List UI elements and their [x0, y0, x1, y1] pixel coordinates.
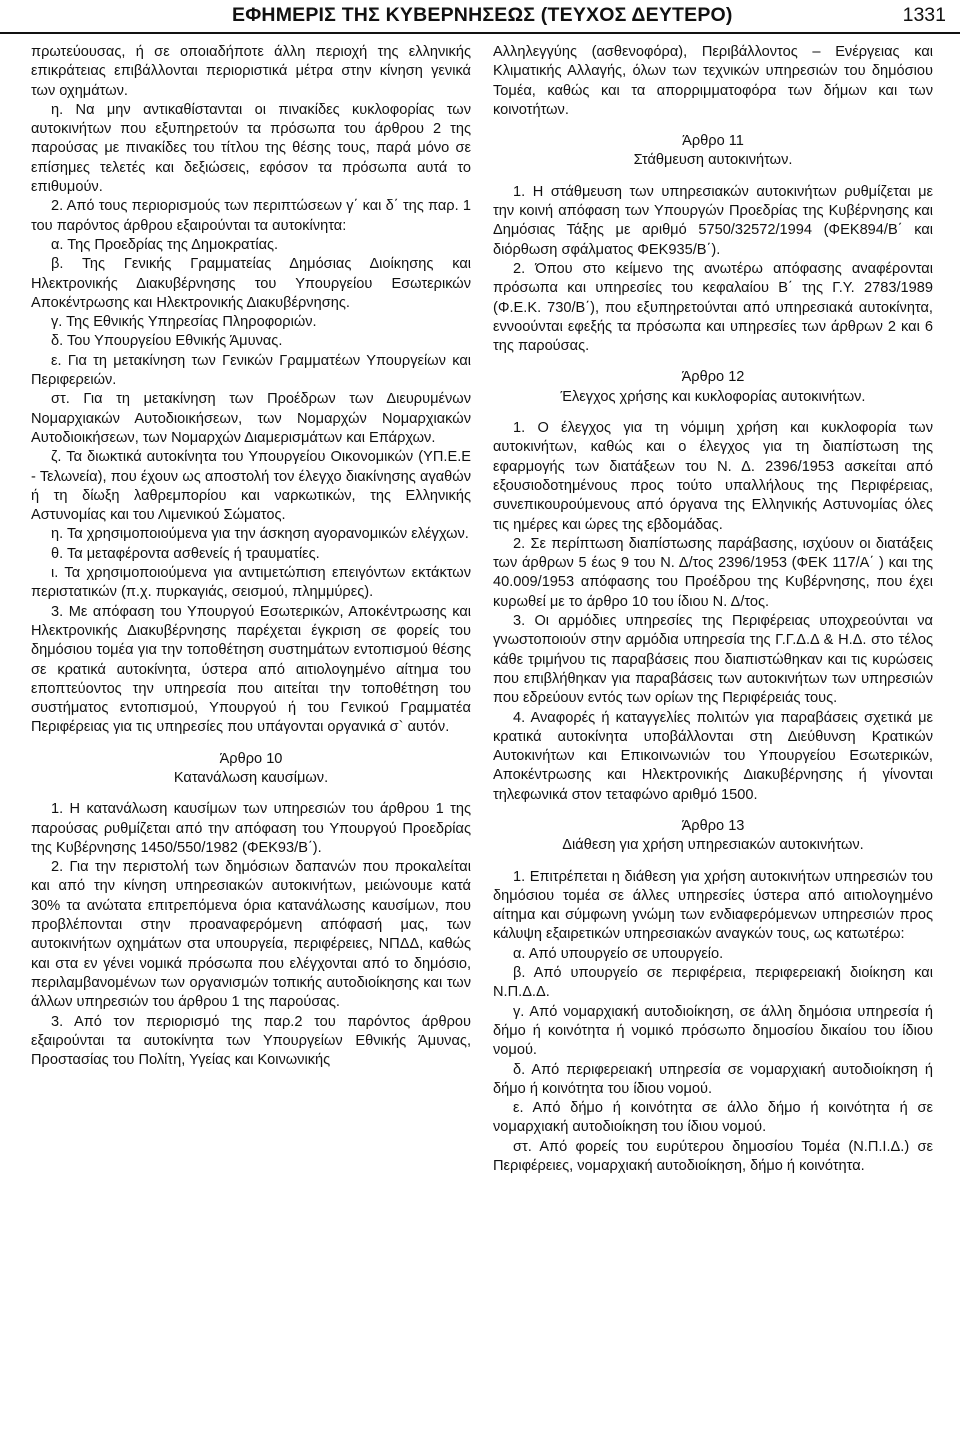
list-item: στ. Για τη μετακίνηση των Προέδρων των Διευρυμένων Νομαρχιακών Αυτοδιοικήσεων, των Νομαρχών Νομαρχιακών Αυτοδιοικήσεων, των Νομαρχών Διαμερισμάτων και Επάρχων. [31, 391, 471, 446]
list-item: ε. Για τη μετακίνηση των Γενικών Γραμματέων Υπουργείων και Περιφερειών. [31, 352, 471, 389]
list-item: ι. Τα χρησιμοποιούμενα για αντιμετώπιση επειγόντων εκτάκτων περιστατικών (π.χ. πυρκαγιάς, σεισμού, πλημμύρες). [31, 565, 471, 601]
header-rule [0, 32, 960, 34]
paragraph: 3. Από τον περιορισμό της παρ.2 του παρόντος άρθρου εξαιρούνται τα αυτοκίνητα των Υπουργείων Εθνικής Άμυνας, Προστασίας του Πολίτη, Υγείας και Κοινωνικής [31, 1013, 471, 1069]
page-number: 1331 [902, 4, 946, 26]
list-item: α. Από υπουργείο σε υπουργείο. [513, 945, 724, 962]
article-10-subtitle: Κατανάλωση καυσίμων. [173, 769, 329, 786]
article-11-subtitle: Στάθμευση αυτοκινήτων. [633, 152, 793, 169]
list-item: γ. Από νομαρχιακή αυτοδιοίκηση, σε άλλη δημόσια υπηρεσία ή δήμο ή κοινότητα ή νομικό πρόσωπο δημοσίου δικαίου του ίδιου νομού. [493, 1003, 933, 1059]
list-item: η. Τα χρησιμοποιούμενα για την άσκηση αγορανομικών ελέγχων. [51, 526, 469, 543]
paragraph: 3. Με απόφαση του Υπουργού Εσωτερικών, Αποκέντρωσης και Ηλεκτρονικής Διακυβέρνησης παρέχεται έγκριση σε φορείς του δημόσιου τομέα για την τοποθέτηση συστημάτων εντοπισμού θέσης σε κρατικά αυτοκίνητα, ύστερα από αιτιολογημένο αίτημα του εποπτεύοντος την υπηρεσία που αιτείται την τοποθέτηση του συστήματος εντοπισμού, Υπουργού ή του Γενικού Γραμματέα Περιφέρειας για τις υπηρεσίες που υπάγονται οργανικά σ` αυτόν. [31, 603, 471, 736]
right-column [493, 43, 933, 1176]
article-11-title: Άρθρο 11 [682, 133, 744, 150]
paragraph: 3. Οι αρμόδιες υπηρεσίες της Περιφέρειας υποχρεούνται να γνωστοποιούν στην αρμόδια υπηρεσία της Γ.Γ.Δ.Δ & Η.Δ. στο τέλος κάθε τριμήνου τις παραβάσεις που διαπιστώθηκαν και τις κυρώσεις που επιβλήθηκαν για παραβάσεις των αυτοκινήτων των υπηρεσιών που εδρεύουν εντός των ορίων της Περιφέρειάς τους. [493, 613, 933, 707]
list-item: α. Της Προεδρίας της Δημοκρατίας. [51, 236, 279, 253]
paragraph: 2. Σε περίπτωση διαπίστωσης παράβασης, ισχύουν οι διατάξεις των άρθρων 5 έως 9 του Ν. Δ/τος 2396/1953 (ΦΕΚ 117/Α΄ ) και της 40.009/1953 απόφασης του Προέδρου της Κυβέρνησης, που έχει κυρωθεί με το άρθρο 10 του ίδιου Ν. Δ/τος. [493, 535, 933, 610]
article-13-title: Άρθρο 13 [681, 817, 745, 834]
list-item: β. Από υπουργείο σε περιφέρεια, περιφερειακή διοίκηση και Ν.Π.Δ.Δ. [493, 965, 933, 1001]
gazette-title: ΕΦΗΜΕΡΙΣ ΤΗΣ ΚΥΒΕΡΝΗΣΕΩΣ (ΤΕΥΧΟΣ ΔΕΥΤΕΡΟ) [232, 4, 733, 26]
paragraph: 2. Από τους περιορισμούς των περιπτώσεων γ΄ και δ΄ της παρ. 1 του παρόντος άρθρου εξαιρούνται τα αυτοκίνητα: [31, 198, 471, 234]
page-header [0, 0, 960, 34]
paragraph: 1. Η στάθμευση των υπηρεσιακών αυτοκινήτων ρυθμίζεται με την κοινή απόφαση των Υπουργών Προεδρίας της Κυβέρνησης και Δημόσιας Τάξης με αριθμό 5750/32572/1994 (ΦΕΚ894/Β΄ και διόρθωση σφάλματος ΦΕΚ935/Β΄). [493, 183, 933, 258]
list-item: ζ. Τα διωκτικά αυτοκίνητα του Υπουργείου Οικονομικών (ΥΠ.Ε.Ε - Τελωνεία), που έχουν ως αποστολή τον έλεγχο διακίνησης αγαθών ή τη δίωξη λαθρεμπορίου και ναρκωτικών, της Ελληνικής Αστυνομίας και του Λιμενικού Σώματος. [31, 449, 471, 524]
paragraph: 1. Ο έλεγχος για τη νόμιμη χρήση και κυκλοφορία των αυτοκινήτων, καθώς και ο έλεγχος για τη διαπίστωση της εφαρμογής των διατάξεων του Ν. Δ. 2396/1953 ασκείται από εξουσιοδοτημένους προς τούτο υπαλλήλους της Περιφέρειας, συνεπικουρούμενους από όργανα της Ελληνικής Αστυνομίας όλες τις ημέρες και ώρες της εβδομάδας. [493, 420, 933, 533]
list-item: στ. Από φορείς του ευρύτερου δημοσίου Τομέα (Ν.Π.Ι.Δ.) σε Περιφέρειες, νομαρχιακή αυτοδιοίκηση, δήμο ή κοινότητα. [493, 1138, 933, 1175]
paragraph: Αλληλεγγύης (ασθενοφόρα), Περιβάλλοντος – Ενέργειας και Κλιματικής Αλλαγής, όλων των τεχνικών υπηρεσιών του δημόσιου Τομέα, καθώς και τα απορριμματοφόρα των δήμων και των κοινοτήτων. [493, 44, 933, 118]
article-12-title: Άρθρο 12 [681, 369, 745, 386]
list-item: β. Της Γενικής Γραμματείας Δημόσιας Διοίκησης και Ηλεκτρονικής Διακυβέρνησης του Υπουργείου Εσωτερικών Αποκέντρωσης και Ηλεκτρονικής Διακυβέρνησης. [31, 256, 471, 311]
article-10-title: Άρθρο 10 [219, 750, 283, 767]
paragraph: 2. Για την περιστολή των δημόσιων δαπανών που προκαλείται και από την κίνηση υπηρεσιακών αυτοκινήτων, μειώνουμε κατά 30% τα ανώτατα επιτρεπόμενα όρια κατανάλωσης καυσίμων, που προβλέπονται στην προαναφερόμενη απόφασή μας, των αυτοκινήτων οχημάτων στα υπουργεία, περιφέρειες, ΝΠΔΔ, καθώς και στα εν γένει νομικά πρόσωπα που ελέγχονται από το δημόσιο, περιλαμβανομένων των οργανισμών τοπικής αυτοδιοίκησης και των άλλων υπηρεσιών του άρθρου 1 της παρούσας. [31, 859, 471, 1011]
paragraph: 4. Αναφορές ή καταγγελίες πολιτών για παραβάσεις σχετικά με κρατικά αυτοκίνητα υποβάλλονται στη Διεύθυνση Κρατικών Αυτοκινήτων και Επικοινωνιών του Υπουργείου Εσωτερικών, Αποκέντρωσης και Ηλεκτρονικής Διακυβέρνησης ή γίνονται τηλεφωνικά στον τεταφώνο αριθμό 1500. [493, 709, 933, 803]
paragraph: 1. Επιτρέπεται η διάθεση για χρήση αυτοκινήτων υπηρεσιών του δημόσιου τομέα σε άλλες υπηρεσίες ύστερα από αιτιολογημένο αίτημα και σύμφωνη γνώμη των ενδιαφερόμενων υπηρεσιών προς κάλυψη εξαιρετικών υπηρεσιακών αναγκών τους, ως κατωτέρω: [493, 868, 933, 943]
list-item: δ. Του Υπουργείου Εθνικής Άμυνας. [51, 333, 283, 350]
paragraph: πρωτεύουσας, ή σε οποιαδήποτε άλλη περιοχή της ελληνικής επικράτειας επιβάλλονται περιοριστικά μέτρα στην κίνηση γενικά των οχημάτων. [31, 44, 471, 99]
left-column [31, 43, 471, 1070]
article-13-subtitle: Διάθεση για χρήση υπηρεσιακών αυτοκινήτων. [562, 837, 864, 854]
article-12-subtitle: Έλεγχος χρήσης και κυκλοφορίας αυτοκινήτων. [560, 388, 866, 405]
paragraph: 2. Όπου στο κείμενο της ανωτέρω απόφασης αναφέρονται πρόσωπα και υπηρεσίες του κεφαλαίου Β΄ της Γ.Υ. 2783/1989 (Φ.Ε.Κ. 730/Β΄), που εξυπηρετούνται από υπηρεσιακά αυτοκίνητα, εννοούνται εφεξής τα πρόσωπα και υπηρεσίες των άρθρων 2 και 6 της παρούσας. [493, 260, 933, 355]
list-item: θ. Τα μεταφέροντα ασθενείς ή τραυματίες. [51, 545, 320, 562]
list-item: δ. Από περιφερειακή υπηρεσία σε νομαρχιακή αυτοδιοίκηση ή δήμο ή κοινότητα του ίδιου νομού. [493, 1061, 933, 1097]
paragraph: 1. Η κατανάλωση καυσίμων των υπηρεσιών του άρθρου 1 της παρούσας ρυθμίζεται από την απόφαση του Υπουργού Προεδρίας της Κυβέρνησης 1450/550/1982 (ΦΕΚ93/Β΄). [31, 801, 471, 856]
paragraph: η. Να μην αντικαθίστανται οι πινακίδες κυκλοφορίας των αυτοκινήτων που εξυπηρετούν τα πρόσωπα του άρθρου 2 της παρούσας με πινακίδες του τίτλου της θέσης τους, παρά μόνο σε επίσημες τελετές και δεξιώσεις, εφόσον τα πρόσωπα αυτά το επιθυμούν. [31, 101, 471, 196]
list-item: γ. Της Εθνικής Υπηρεσίας Πληροφοριών. [51, 314, 317, 331]
list-item: ε. Από δήμο ή κοινότητα σε άλλο δήμο ή κοινότητα ή σε νομαρχιακή αυτοδιοίκηση του ίδιου νομού. [493, 1100, 933, 1136]
